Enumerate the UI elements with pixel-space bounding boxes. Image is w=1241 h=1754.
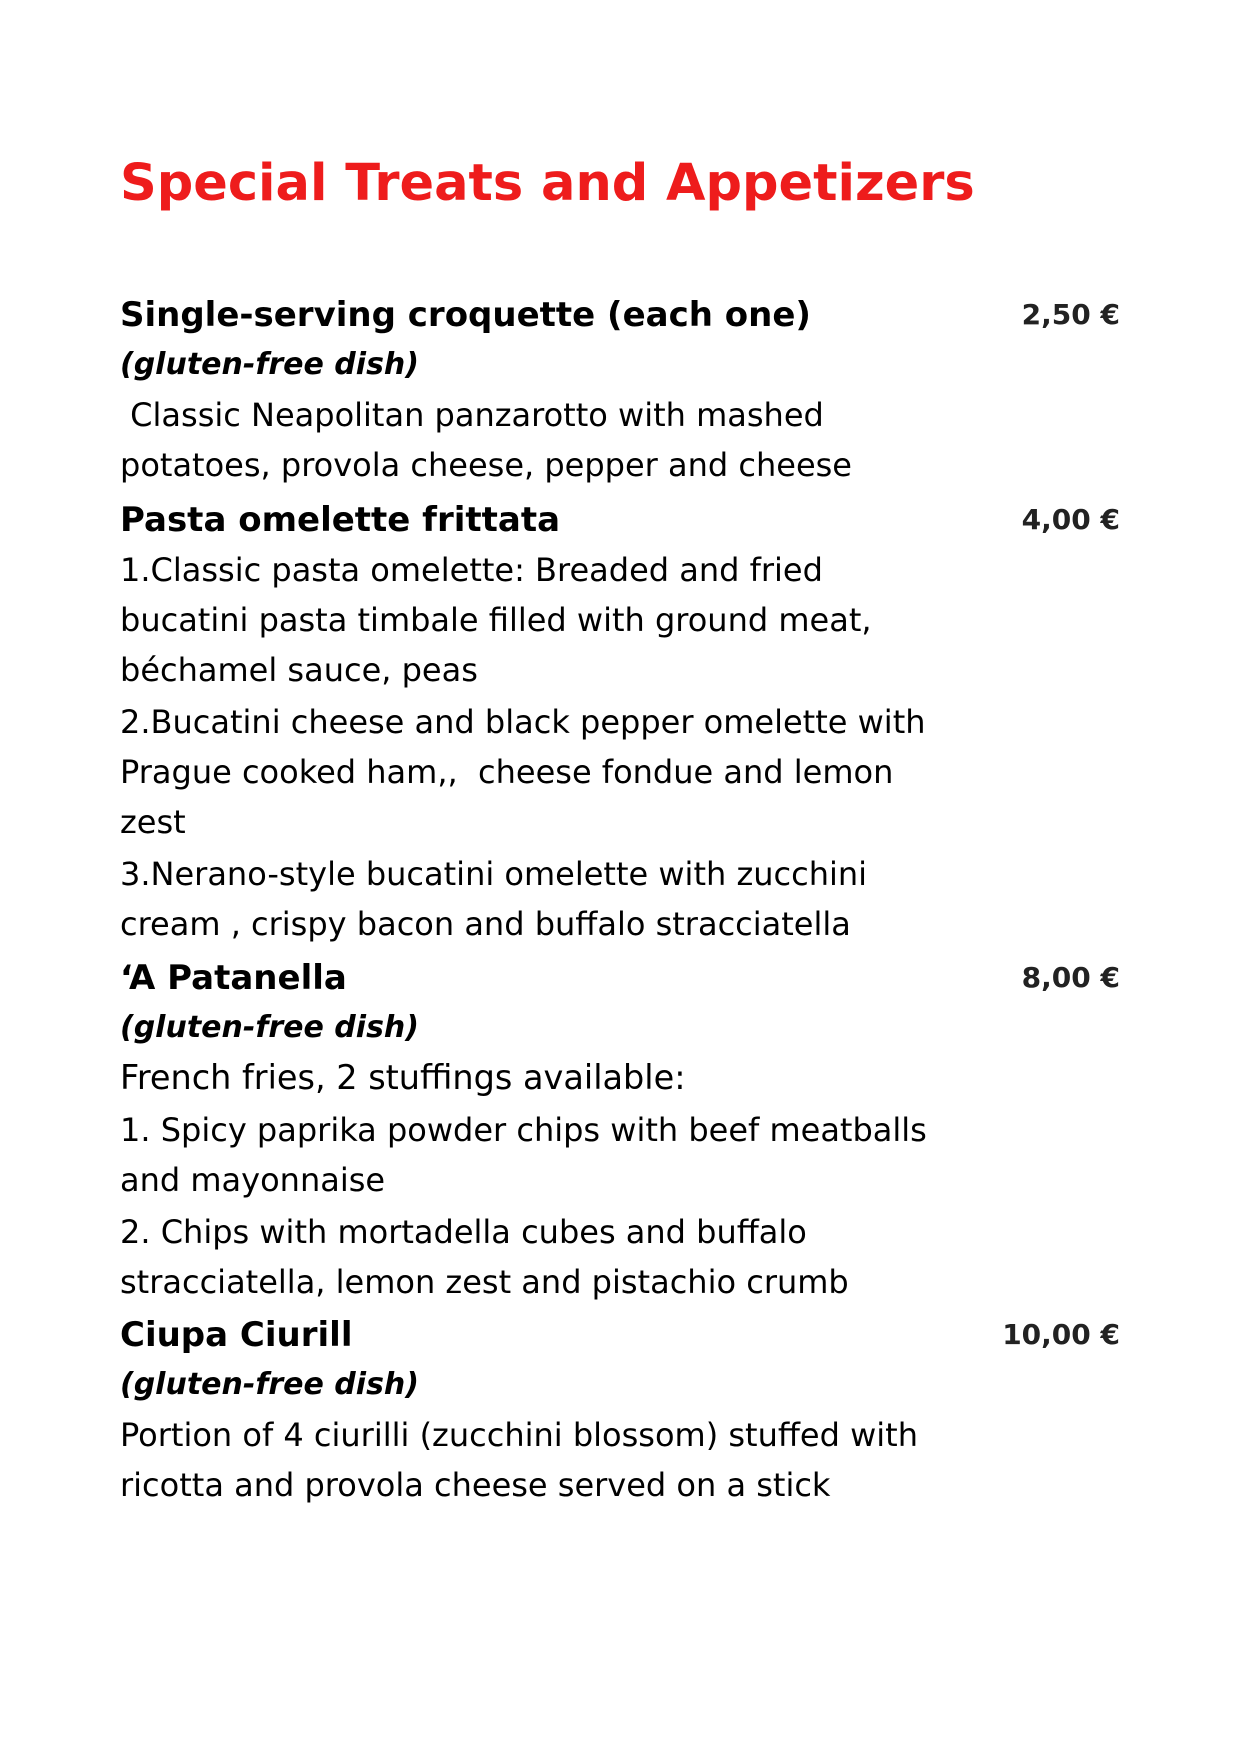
- item-price: 2,50 €: [1021, 298, 1120, 331]
- description-line: Portion of 4 ciurilli (zucchini blossom) stuffed with: [120, 1416, 918, 1454]
- description-line: French fries, 2 stuffings available:: [120, 1058, 686, 1097]
- menu-item-ciupa-ciurill: [120, 1310, 1120, 1510]
- gluten-free-tag: (gluten-free dish): [120, 1010, 419, 1045]
- gluten-free-tag: (gluten-free dish): [120, 347, 419, 382]
- description-line: zest: [120, 803, 186, 841]
- item-price: 8,00 €: [1021, 961, 1120, 994]
- description-line: béchamel sauce, peas: [120, 651, 478, 689]
- item-header: [120, 953, 1120, 1003]
- description-line: bucatini pasta timbale filled with ground meat,: [120, 601, 872, 639]
- description-line: potatoes, provola cheese, pepper and cheese: [120, 446, 852, 484]
- gluten-free-tag: (gluten-free dish): [120, 1367, 419, 1402]
- description-line: and mayonnaise: [120, 1161, 386, 1199]
- description-line: 2. Chips with mortadella cubes and buffalo: [120, 1213, 807, 1251]
- item-name: Ciupa Ciurill: [120, 1315, 353, 1355]
- description-line: 2.Bucatini cheese and black pepper omelette with: [120, 703, 926, 741]
- item-name: ‘A Patanella: [120, 958, 347, 998]
- description-line: 1. Spicy paprika powder chips with beef meatballs: [120, 1111, 927, 1149]
- menu-item-pasta-omelette: [120, 495, 1120, 949]
- description-line: 1.Classic pasta omelette: Breaded and fried: [120, 551, 823, 589]
- description-line: 3.Nerano-style bucatini omelette with zucchini: [120, 855, 868, 893]
- description-line: ricotta and provola cheese served on a stick: [120, 1466, 831, 1504]
- item-header: [120, 1310, 1120, 1360]
- page-title: Special Treats and Appetizers: [120, 154, 975, 213]
- item-header: [120, 495, 1120, 545]
- description-line: Prague cooked ham,, cheese fondue and lemon: [120, 753, 894, 791]
- item-price: 4,00 €: [1021, 503, 1120, 536]
- description-line: cream , crispy bacon and buffalo stracciatella: [120, 905, 851, 943]
- item-name: Single-serving croquette (each one): [120, 295, 811, 335]
- item-name: Pasta omelette frittata: [120, 500, 561, 540]
- menu-page: [120, 0, 1120, 1754]
- menu-item-patanella: [120, 953, 1120, 1307]
- item-header: [120, 290, 1120, 340]
- description-line: Classic Neapolitan panzarotto with mashed: [120, 396, 824, 434]
- description-line: stracciatella, lemon zest and pistachio crumb: [120, 1263, 849, 1301]
- menu-item-croquette: [120, 290, 1120, 490]
- item-price: 10,00 €: [1002, 1318, 1120, 1351]
